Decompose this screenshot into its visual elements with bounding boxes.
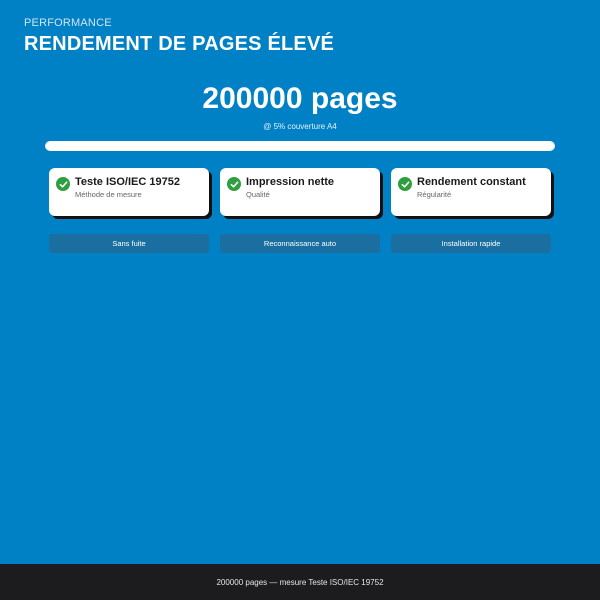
check-circle-icon — [56, 177, 70, 191]
section-eyebrow: PERFORMANCE — [24, 17, 112, 29]
footer — [0, 564, 600, 600]
feature-card-subtitle: Régularité — [417, 190, 452, 199]
feature-card-yield — [391, 168, 551, 216]
chip-quick-install: Installation rapide — [391, 234, 551, 253]
hero-value: 200000 pages — [202, 82, 398, 115]
hero-note: @ 5% couverture A4 — [263, 122, 337, 131]
header — [24, 17, 334, 56]
feature-card-title: Teste ISO/IEC 19752 — [75, 176, 180, 188]
feature-cards — [49, 168, 551, 216]
feature-card-title: Rendement constant — [417, 176, 526, 188]
footer-text: 200000 pages — mesure Teste ISO/IEC 19752 — [216, 577, 384, 587]
feature-card-subtitle: Qualité — [246, 190, 270, 199]
feature-card-title: Impression nette — [246, 176, 335, 188]
feature-chips — [49, 234, 551, 253]
feature-card-print — [220, 168, 380, 216]
yield-progress-fill — [45, 141, 555, 151]
hero-stat — [0, 82, 600, 131]
page-title: RENDEMENT DE PAGES ÉLEVÉ — [24, 33, 335, 55]
chip-no-leak: Sans fuite — [49, 234, 209, 253]
feature-card-subtitle: Méthode de mesure — [75, 190, 142, 199]
check-circle-icon — [227, 177, 241, 191]
chip-auto-recognition: Reconnaissance auto — [220, 234, 380, 253]
yield-progress-bar — [45, 141, 555, 151]
check-circle-icon — [398, 177, 412, 191]
feature-card-iso — [49, 168, 209, 216]
